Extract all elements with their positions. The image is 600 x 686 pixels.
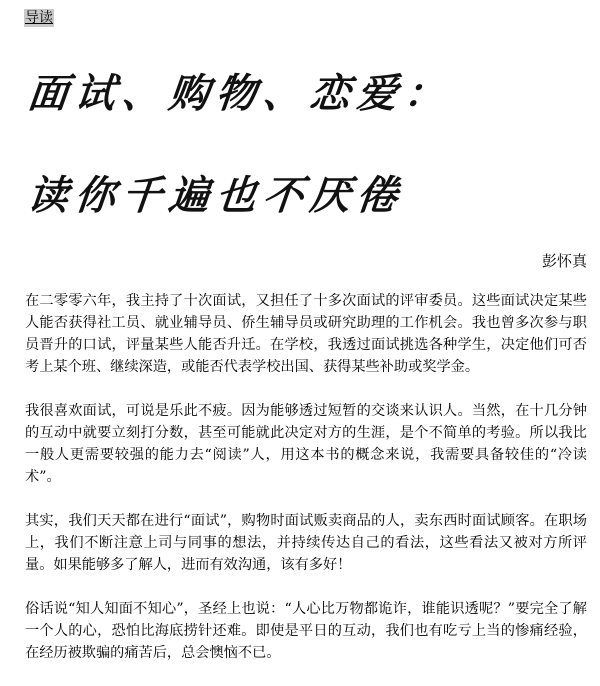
paragraph-4: 俗话说“知人知面不知心”，圣经上也说：“人心比万物都诡诈，谁能识透呢？”要完全了解一个人的心，恐怕比海底捞针还难。即使是平日的互动，我们也有吃亏上当的惨痛经验，在经历被欺骗的痛苦后，总会懊恼不已。	[25, 601, 587, 661]
article-body	[25, 290, 587, 686]
guide-link[interactable]: 导读	[25, 10, 53, 26]
author-name: 彭怀真	[541, 252, 587, 270]
page-title-line-1: 面试、购物、恋爱：	[25, 70, 454, 117]
paragraph-1: 在二零零六年，我主持了十次面试，又担任了十多次面试的评审委员。这些面试决定某些人能否获得社工员、就业辅导员、侨生辅导员或研究助理的工作机会。我也曾多次参与职员晋升的口试，评量某些人能否升迁。在学校，我透过面试挑选各种学生，决定他们可否考上某个班、继续深造，或能否代表学校出国、获得某些补助或奖学金。	[25, 293, 587, 375]
paragraph-2: 我很喜欢面试，可说是乐此不疲。因为能够透过短暂的交谈来认识人。当然，在十几分钟的互动中就要立刻打分数，甚至可能就此决定对方的生涯，是个不简单的考验。所以我比一般人更需要较强的能力去“阅读”人，用这本书的概念来说，我需要具备较佳的“冷读术”。	[25, 403, 587, 485]
page-title-line-2: 读你千遍也不厌倦	[25, 172, 407, 219]
paragraph-3: 其实，我们天天都在进行“面试”，购物时面试贩卖商品的人，卖东西时面试顾客。在职场上，我们不断注意上司与同事的想法，并持续传达自己的看法，这些看法又被对方所评量。如果能够多了解人，进而有效沟通，该有多好！	[25, 513, 587, 573]
